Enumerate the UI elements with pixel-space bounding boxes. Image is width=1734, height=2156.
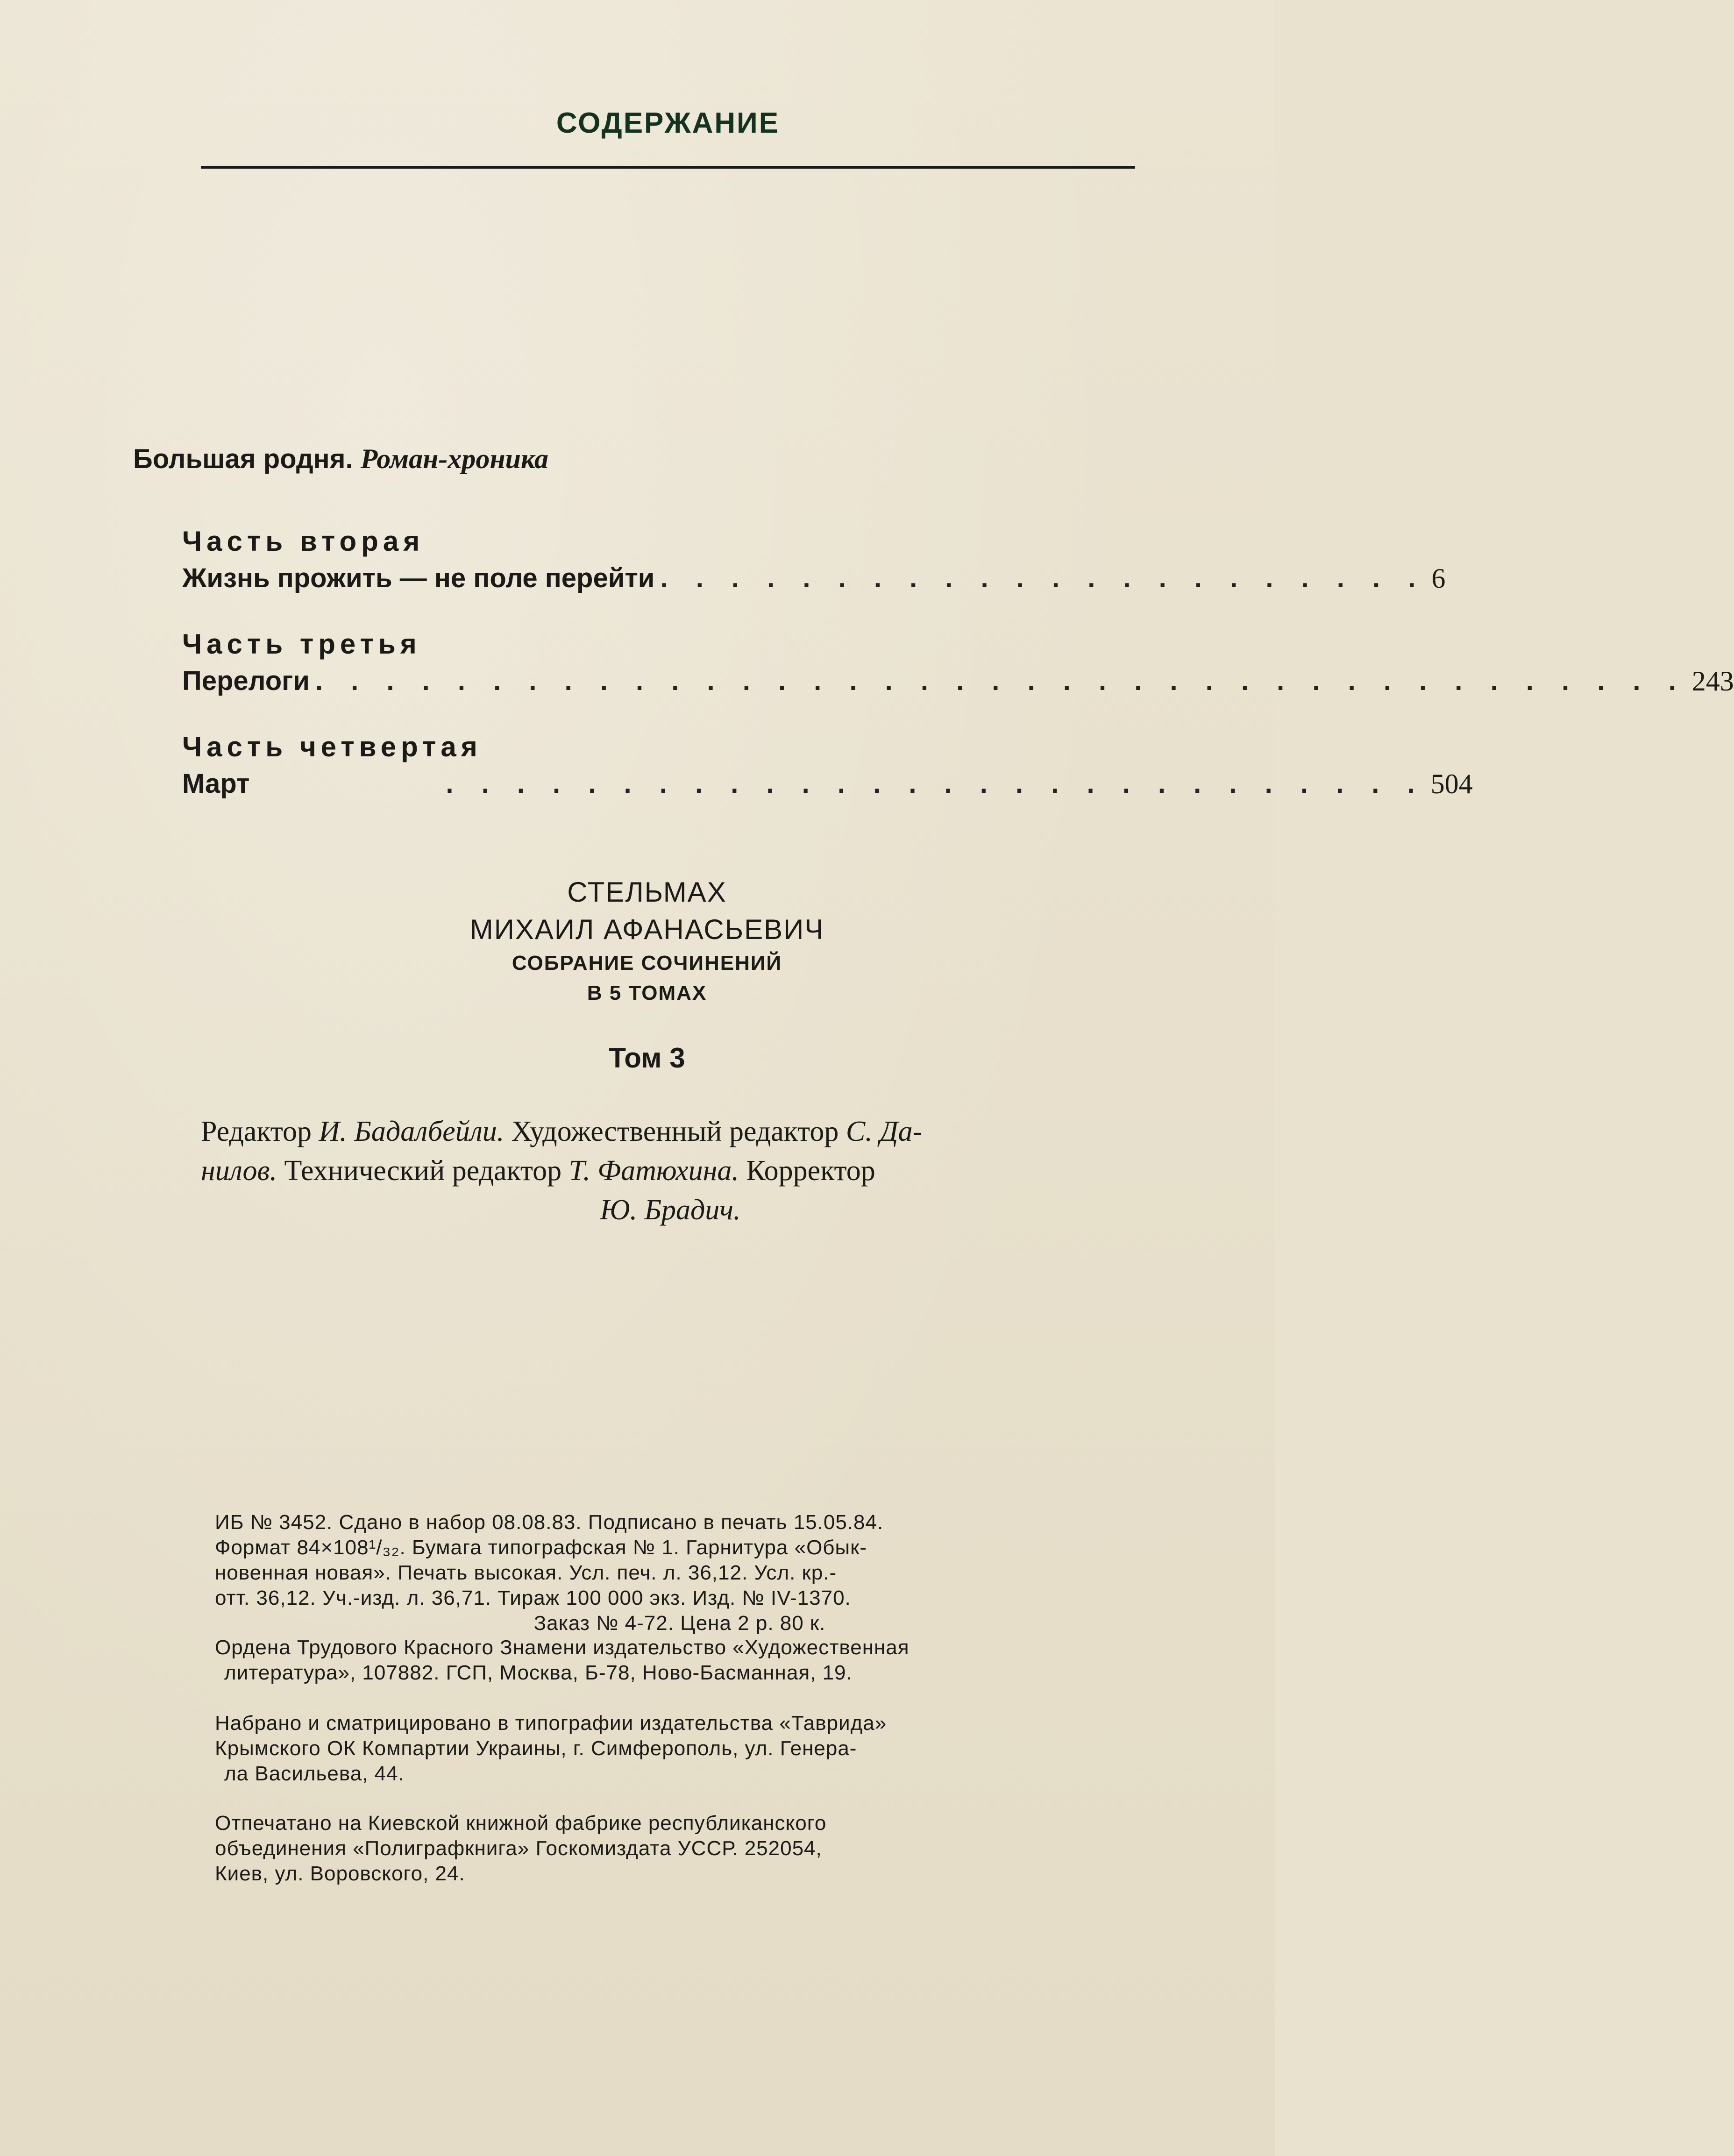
imprint-line: литература», 107882. ГСП, Москва, Б-78, Ново-Басманная, 19. [224,1661,853,1684]
leader-dots: . . . . . . . . . . . . . . . . . . . . . . . . . . . . . . . . . . . . . . . [315,666,1686,696]
part-label: Часть вторая [182,526,425,557]
series-line-2: В 5 ТОМАХ [587,982,707,1004]
book-genre: Роман-хроника [360,443,548,474]
author-block [154,874,1140,948]
series-line-1: СОБРАНИЕ СОЧИНЕНИЙ [512,952,782,975]
art-editor-name: С. Да- [846,1116,923,1147]
part-label: Часть третья [182,628,421,660]
imprint-publisher [215,1635,1144,1686]
author-name: МИХАИЛ АФАНАСЬЕВИЧ [469,914,824,945]
imprint-line: Крымского ОК Компартии Украины, г. Симферополь, ул. Генера- [215,1737,857,1760]
imprint-line: объединения «Полиграфкнига» Госкомиздата УССР. 252054, [215,1837,822,1860]
toc-entry [182,626,1734,700]
imprint-line: Формат 84×108¹/₃₂. Бумага типографская № 1. Гарнитура «Обык- [215,1536,867,1559]
imprint-line: новенная новая». Печать высокая. Усл. печ. л. 36,12. Усл. кр.- [215,1561,837,1584]
leader-dots: . . . . . . . . . . . . . . . . . . . . . . . . . . . . [446,768,1425,799]
tech-editor-label: Технический редактор [277,1155,569,1187]
author-surname: СТЕЛЬМАХ [567,876,727,908]
imprint-print-data [215,1510,1144,1636]
editor-name: И. Бадалбейли. [319,1116,505,1147]
imprint-line: Отпечатано на Киевской книжной фабрике республиканского [215,1812,827,1835]
leader-dots: . . . . . . . . . . . . . . . . . . . . . . [660,563,1426,593]
part-title: Перелоги [182,666,310,696]
imprint-line: отт. 36,12. Уч.-изд. л. 36,71. Тираж 100 000 экз. Изд. № IV-1370. [215,1587,851,1609]
art-editor-label: Художественный редактор [504,1116,846,1147]
imprint-line: Заказ № 4-72. Цена 2 р. 80 к. [533,1612,826,1635]
contents-heading: СОДЕРЖАНИЕ [556,107,780,139]
imprint-line: Ордена Трудового Красного Знамени издательство «Художественная [215,1636,910,1659]
imprint-line: ИБ № 3452. Сдано в набор 08.08.83. Подписано в печать 15.05.84. [215,1511,884,1534]
imprint-printing [215,1811,1144,1886]
editor-label: Редактор [201,1116,319,1147]
imprint-typesetting [215,1711,1144,1786]
heading-rule [201,166,1135,169]
imprint-line: ла Васильева, 44. [224,1762,405,1785]
part-label: Часть четвертая [182,731,482,762]
book-title-main: Большая родня. [133,444,353,474]
page-number: 504 [1430,768,1473,799]
imprint-line: Набрано и сматрицировано в типографии издательства «Таврида» [215,1712,887,1735]
page-number: 6 [1431,563,1446,594]
series-block [154,948,1140,1008]
tech-editor-name: Т. Фатюхина. [569,1155,739,1187]
corrector-label: Корректор [739,1155,875,1187]
page-number: 243 [1691,666,1734,697]
volume-number: Том 3 [609,1042,685,1074]
book-title [133,443,548,475]
toc-entry [182,729,1473,803]
imprint-line: Киев, ул. Воровского, 24. [215,1862,465,1885]
part-title: Март [182,768,250,799]
art-editor-name-continued: нилов. [201,1155,277,1187]
toc-entry [182,523,1446,597]
part-title: Жизнь прожить — не поле перейти [182,563,655,593]
credits-block [201,1112,1140,1230]
corrector-name: Ю. Брадич. [600,1194,741,1226]
